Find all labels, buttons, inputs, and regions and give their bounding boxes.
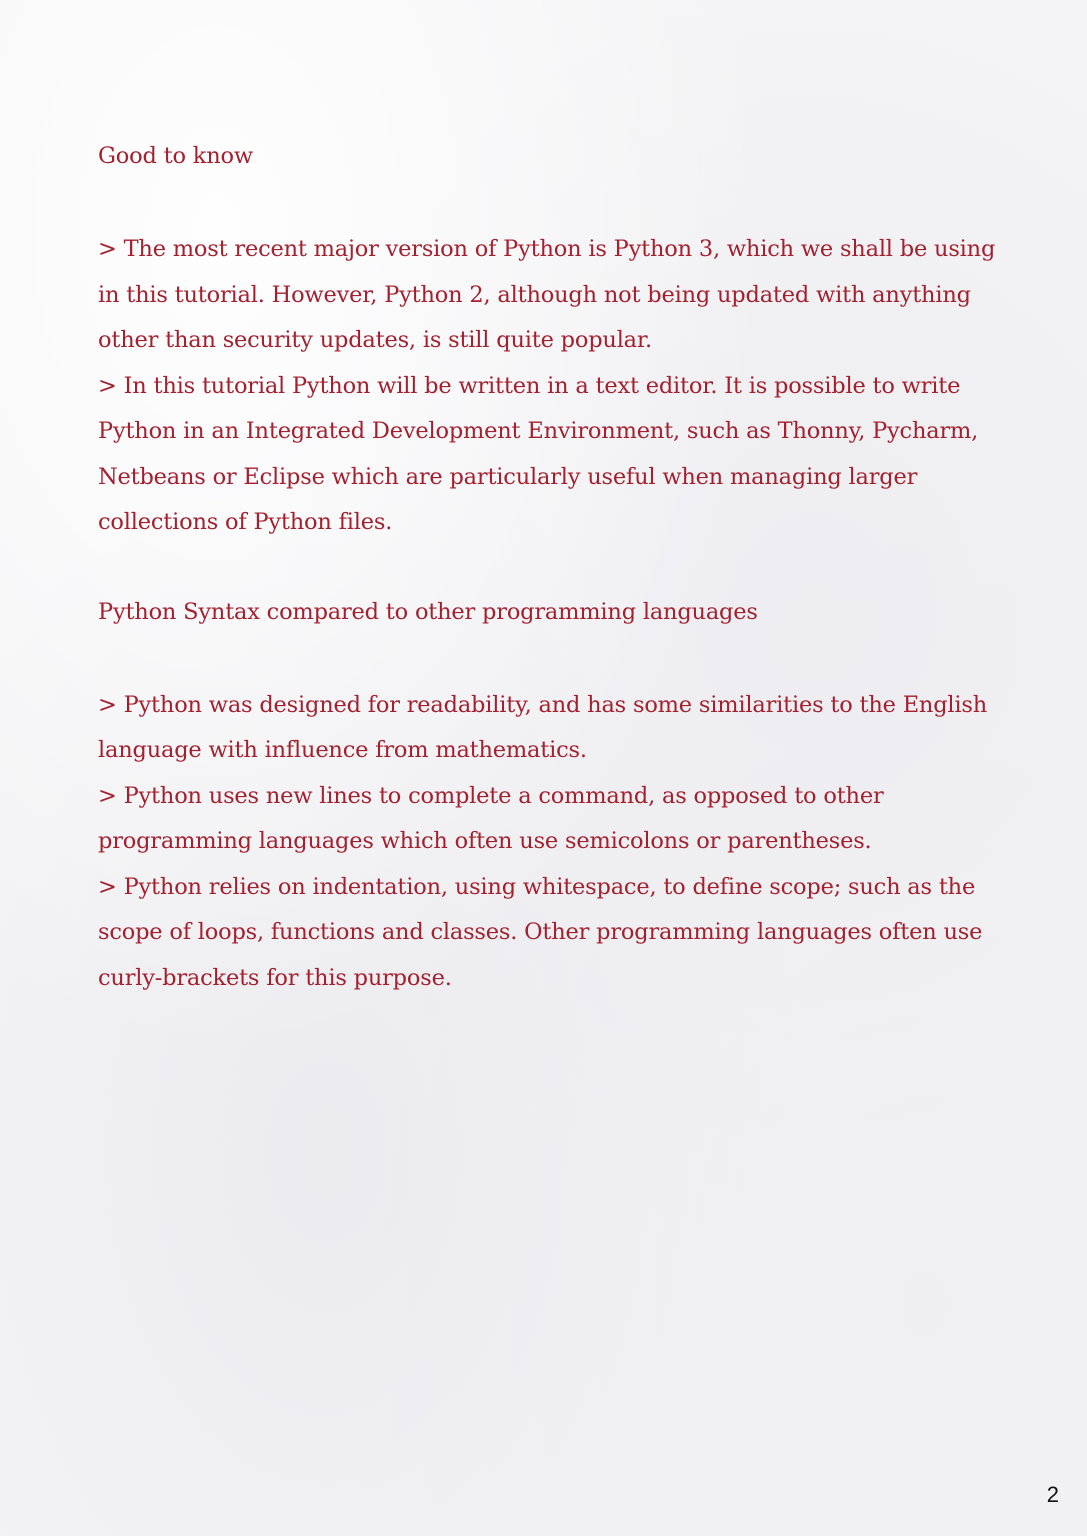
bullet-paragraph: > Python uses new lines to complete a command, as opposed to other programming languages which often use semicolons or parentheses. xyxy=(98,782,884,854)
bullet-paragraph: > In this tutorial Python will be written in a text editor. It is possible to write Python in an Integrated Development Environment, such as Thonny, Pycharm, Netbeans or Eclipse which are particularly useful when managing larger collections of Python files. xyxy=(98,372,979,535)
section-python-syntax xyxy=(98,592,1018,1002)
page-number: 2 xyxy=(1046,1482,1059,1507)
bullet-paragraph: > The most recent major version of Python is Python 3, which we shall be using in this tutorial. However, Python 2, although not being updated with anything other than security updates, is still quite popular. xyxy=(98,236,996,353)
section-heading: Python Syntax compared to other programming languages xyxy=(98,598,758,625)
document-body xyxy=(98,136,1018,1001)
bullet-paragraph: > Python relies on indentation, using whitespace, to define scope; such as the scope of loops, functions and classes. Other programming languages often use curly-brackets for this purpose. xyxy=(98,873,983,991)
bullet-paragraph: > Python was designed for readability, and has some similarities to the English language with influence from mathematics. xyxy=(98,691,988,763)
section-heading: Good to know xyxy=(98,143,253,169)
section-good-to-know xyxy=(98,136,1018,546)
